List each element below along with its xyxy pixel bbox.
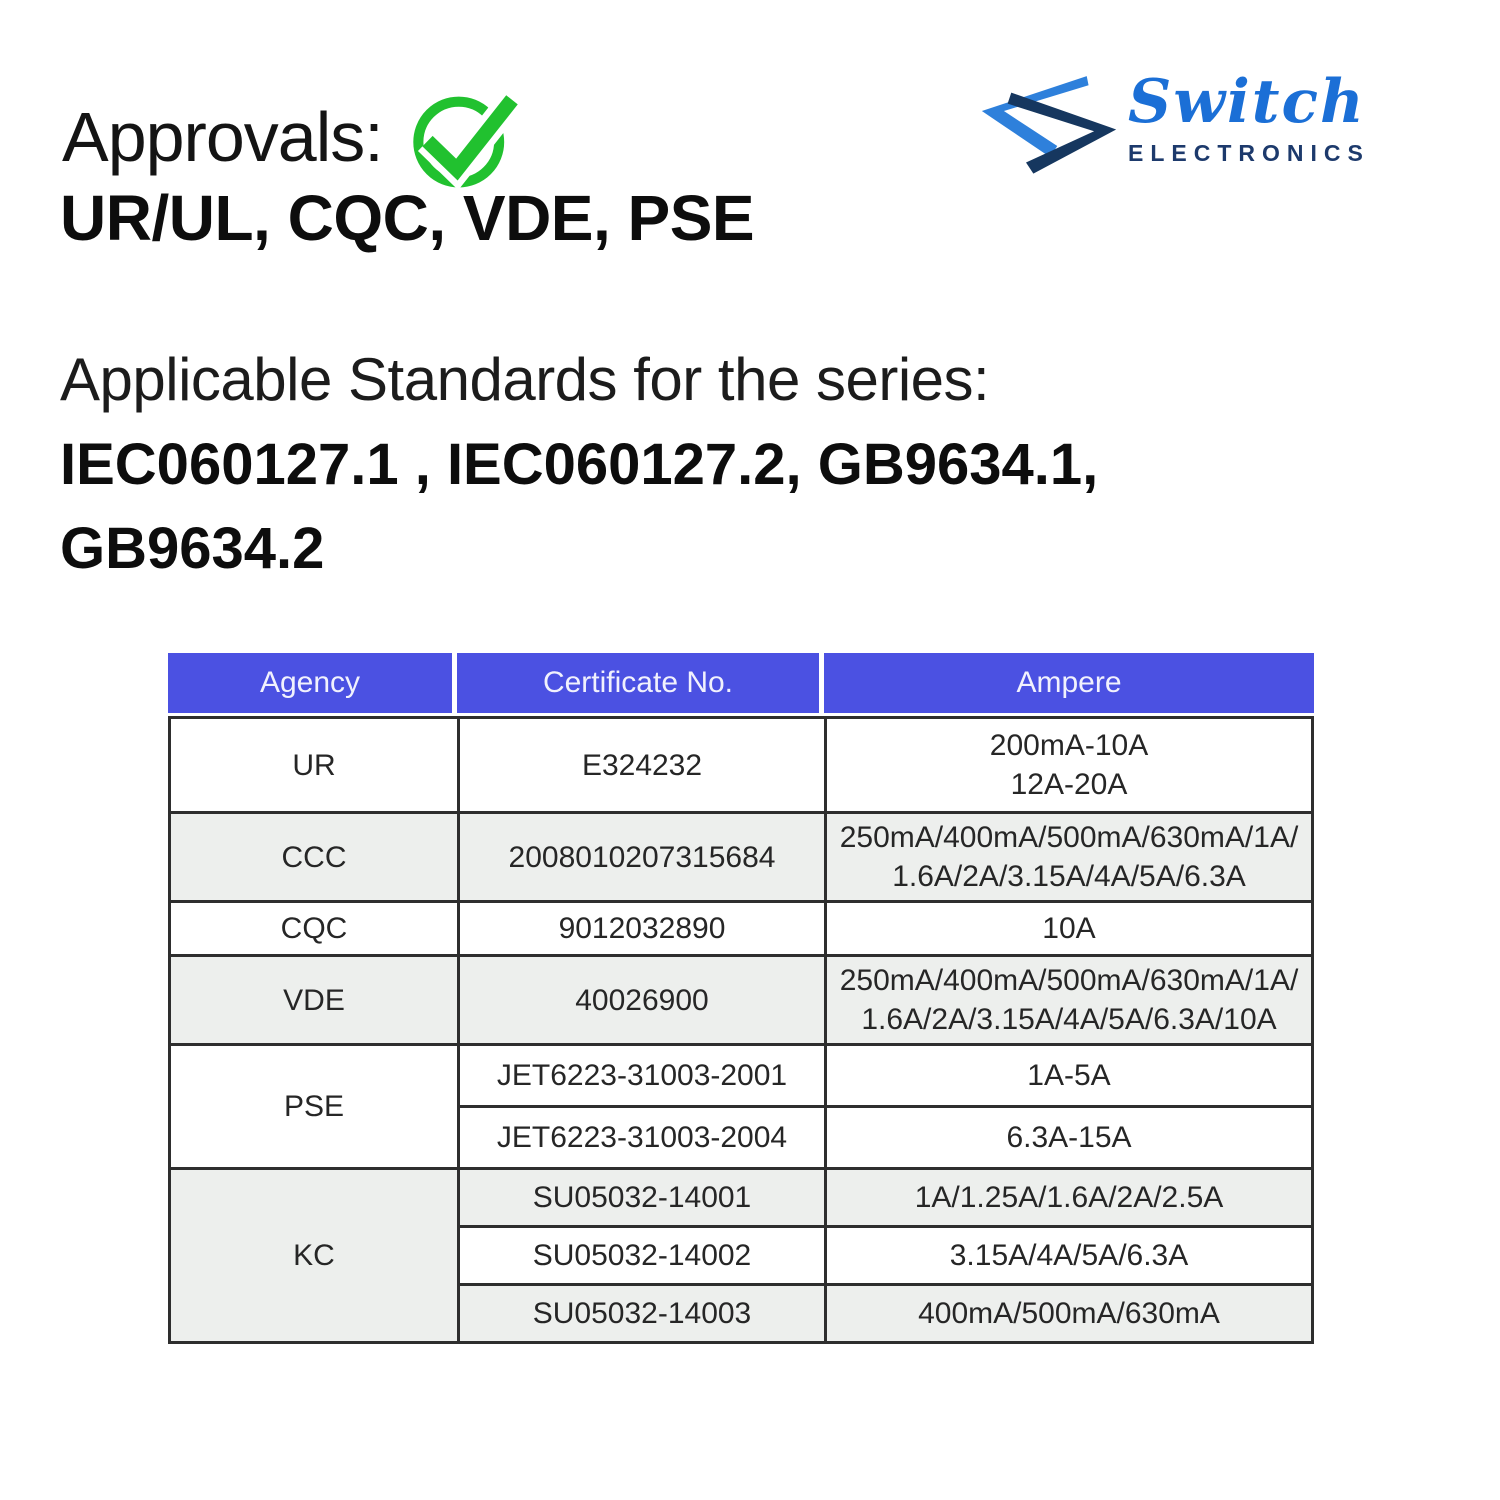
ampere-line: 1A/1.25A/1.6A/2A/2.5A bbox=[914, 1181, 1224, 1214]
ampere-line: 6.3A-15A bbox=[1006, 1121, 1132, 1154]
ampere-line: 12A-20A bbox=[1010, 768, 1128, 801]
ampere-cell bbox=[826, 1169, 1313, 1227]
agency-cell: CCC bbox=[170, 813, 459, 902]
table-header-row bbox=[168, 653, 1314, 713]
certificate-cell: SU05032-14003 bbox=[459, 1285, 826, 1343]
switch-arrows-icon bbox=[980, 72, 1118, 174]
approvals-heading bbox=[62, 82, 523, 192]
table-row-vde bbox=[170, 956, 1313, 1045]
ampere-cell bbox=[826, 956, 1313, 1045]
ampere-line: 1.6A/2A/3.15A/4A/5A/6.3A/10A bbox=[861, 1003, 1277, 1036]
agency-cell: KC bbox=[170, 1169, 459, 1343]
certificate-cell: SU05032-14001 bbox=[459, 1169, 826, 1227]
certificate-cell: JET6223-31003-2001 bbox=[459, 1045, 826, 1107]
table-row-ccc bbox=[170, 813, 1313, 902]
standards-line-2: GB9634.2 bbox=[60, 516, 325, 581]
ampere-line: 1A-5A bbox=[1027, 1059, 1111, 1092]
table-row-ur bbox=[170, 718, 1313, 813]
certificate-cell: JET6223-31003-2004 bbox=[459, 1107, 826, 1169]
brand-name: Switch bbox=[1128, 67, 1366, 137]
table-row-kc-1 bbox=[170, 1169, 1313, 1227]
agency-cell: CQC bbox=[170, 902, 459, 956]
certificate-cell: E324232 bbox=[459, 718, 826, 813]
ampere-cell bbox=[826, 1227, 1313, 1285]
agency-cell: UR bbox=[170, 718, 459, 813]
ampere-line: 1.6A/2A/3.15A/4A/5A/6.3A bbox=[892, 860, 1246, 893]
ampere-cell bbox=[826, 1045, 1313, 1107]
ampere-cell bbox=[826, 902, 1313, 956]
brand-logo bbox=[980, 67, 1370, 174]
ampere-line: 250mA/400mA/500mA/630mA/1A/ bbox=[839, 964, 1299, 997]
agency-cell: VDE bbox=[170, 956, 459, 1045]
ampere-line: 10A bbox=[1042, 912, 1096, 945]
table-row-pse-1 bbox=[170, 1045, 1313, 1107]
certification-table bbox=[168, 653, 1314, 1344]
standards-intro: Applicable Standards for the series: bbox=[60, 346, 990, 413]
ampere-line: 250mA/400mA/500mA/630mA/1A/ bbox=[839, 821, 1299, 854]
table-row-cqc bbox=[170, 902, 1313, 956]
header-cell-certificate: Certificate No. bbox=[457, 653, 819, 713]
ampere-line: 3.15A/4A/5A/6.3A bbox=[949, 1239, 1189, 1272]
brand-subtitle: ELECTRONICS bbox=[1128, 140, 1370, 166]
ampere-cell bbox=[826, 813, 1313, 902]
header-cell-agency: Agency bbox=[168, 653, 452, 713]
certificate-cell: SU05032-14002 bbox=[459, 1227, 826, 1285]
ampere-cell bbox=[826, 718, 1313, 813]
certificate-cell: 2008010207315684 bbox=[459, 813, 826, 902]
ampere-cell bbox=[826, 1285, 1313, 1343]
approvals-agency-list: UR/UL, CQC, VDE, PSE bbox=[60, 182, 755, 254]
certificate-cell: 9012032890 bbox=[459, 902, 826, 956]
approved-check-icon bbox=[411, 82, 523, 192]
agency-cell: PSE bbox=[170, 1045, 459, 1169]
ampere-line: 400mA/500mA/630mA bbox=[918, 1297, 1220, 1330]
approvals-label: Approvals: bbox=[62, 98, 383, 176]
header-cell-ampere: Ampere bbox=[824, 653, 1314, 713]
ampere-line: 200mA-10A bbox=[989, 729, 1149, 762]
standards-line-1: IEC060127.1 , IEC060127.2, GB9634.1, bbox=[60, 432, 1099, 497]
table-body bbox=[168, 716, 1314, 1344]
certificate-cell: 40026900 bbox=[459, 956, 826, 1045]
ampere-cell bbox=[826, 1107, 1313, 1169]
